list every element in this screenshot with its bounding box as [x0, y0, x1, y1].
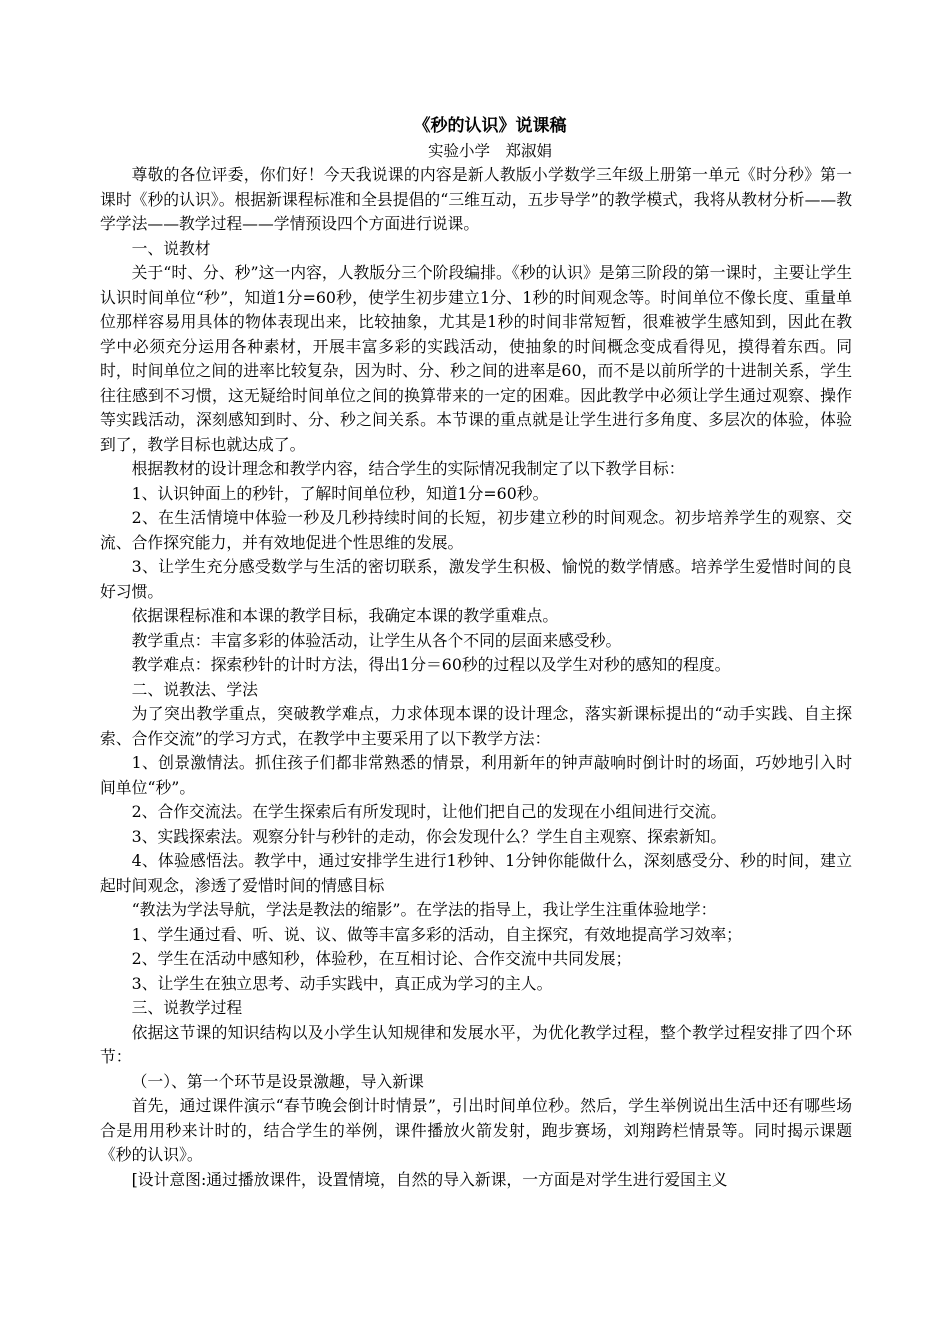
body-paragraph: 3、实践探索法。观察分针与秒针的走动，你会发现什么？学生自主观察、探索新知。: [131, 826, 727, 846]
body-paragraph: 1、创景激情法。抓住孩子们都非常熟悉的情景，利用新年的钟声敲响时倒计时的场面，巧妙地引入时间单位“秒”。: [100, 753, 852, 797]
section-heading: 一、说教材: [131, 238, 211, 258]
body-paragraph: 2、在生活情境中体验一秒及几秒持续时间的长短，初步建立秒的时间观念。初步培养学生的观察、交流、合作探究能力，并有效地促进个性思维的发展。: [100, 508, 852, 552]
body-paragraph: 依据这节课的知识结构以及小学生认知规律和发展水平，为优化教学过程，整个教学过程安排了四个环节：: [100, 1022, 852, 1066]
body-paragraph: 首先，通过课件演示“春节晚会倒计时情景”，引出时间单位秒。然后，学生举例说出生活中还有哪些场合是用用秒来计时的，结合学生的举例，课件播放火箭发射，跑步赛场，刘翔跨栏情景等。同时揭示课题《秒的认识》。: [100, 1096, 852, 1164]
document-body: [100, 113, 852, 1192]
body-paragraph: 教学难点：探索秒针的计时方法，得出1分＝60秒的过程以及学生对秒的感知的程度。: [131, 655, 731, 674]
body-paragraph: 依据课程标准和本课的教学目标，我确定本课的教学重难点。: [131, 606, 559, 625]
body-paragraph: 关于“时、分、秒”这一内容，人教版分三个阶段编排。《秒的认识》是第三阶段的第一课时，主要让学生认识时间单位“秒”，知道1分=60秒，使学生初步建立1分、1秒的时间观念等。时间单位不像长度、重量单位那样容易用具体的物体表现出来，比较抽象，尤其是1秒的时间非常短暂，很难被学生感知到，因此在教学中必须充分运用各种素材，开展丰富多彩的实践活动，使抽象的时间概念变成看得见，摸得着东西。同时，时间单位之间的进率比较复杂，因为时、分、秒之间的进率是60，而不是以前所学的十进制关系，学生往往感到不习惯，这无疑给时间单位之间的换算带来的一定的困难。因此教学中必须让学生通过观察、操作等实践活动，深刻感知到时、分、秒之间关系。本节课的重点就是让学生进行多角度、多层次的体验，体验到了，教学目标也就达成了。: [100, 263, 852, 454]
body-paragraph: 3、让学生在独立思考、动手实践中，真正成为学习的主人。: [131, 973, 553, 993]
body-paragraph: 根据教材的设计理念和教学内容，结合学生的实际情况我制定了以下教学目标：: [131, 459, 685, 478]
body-paragraph: 尊敬的各位评委，你们好！今天我说课的内容是新人教版小学数学三年级上册第一单元《时分秒》第一课时《秒的认识》。根据新课程标准和全县提倡的“三维互动，五步导学”的教学模式，我将从教材分析——教学学法——教学过程——学情预设四个方面进行说课。: [100, 165, 852, 233]
section-heading: 二、说教法、学法: [131, 679, 258, 699]
body-paragraph: “教法为学法导航，学法是教法的缩影”。在学法的指导上，我让学生注重体验地学：: [131, 900, 717, 919]
body-paragraph: 1、认识钟面上的秒针，了解时间单位秒，知道1分=60秒。: [131, 483, 549, 503]
body-paragraph: 1、学生通过看、听、说、议、做等丰富多彩的活动，自主探究，有效地提高学习效率；: [131, 924, 742, 944]
body-paragraph: 2、合作交流法。在学生探索后有所发现时，让他们把自己的发现在小组间进行交流。: [131, 802, 727, 821]
body-paragraph: 2、学生在活动中感知秒，体验秒，在互相讨论、合作交流中共同发展；: [131, 949, 632, 968]
body-paragraph: 3、让学生充分感受数学与生活的密切联系，激发学生积极、愉悦的数学情感。培养学生爱惜时间的良好习惯。: [100, 557, 852, 601]
body-paragraph: 4、体验感悟法。教学中，通过安排学生进行1秒钟、1分钟你能做什么，深刻感受分、秒的时间，建立起时间观念，渗透了爱惜时间的情感目标: [100, 851, 852, 895]
document-author: 实验小学 郑淑娟: [427, 142, 552, 160]
body-paragraph: [设计意图:通过播放课件，设置情境，自然的导入新课，一方面是对学生进行爱国主义: [131, 1169, 728, 1189]
document-paragraphs: [100, 163, 852, 1192]
section-heading: （一）、第一个环节是设景激趣，导入新课: [131, 1071, 424, 1091]
body-paragraph: 为了突出教学重点，突破教学难点，力求体现本课的设计理念，落实新课标提出的“动手实践、自主探索、合作交流”的学习方式，在教学中主要采用了以下教学方法：: [100, 704, 852, 748]
section-heading: 三、说教学过程: [131, 998, 243, 1017]
body-paragraph: 教学重点：丰富多彩的体验活动，让学生从各个不同的层面来感受秒。: [131, 630, 622, 650]
document-title: 《秒的认识》说课稿: [413, 116, 567, 136]
